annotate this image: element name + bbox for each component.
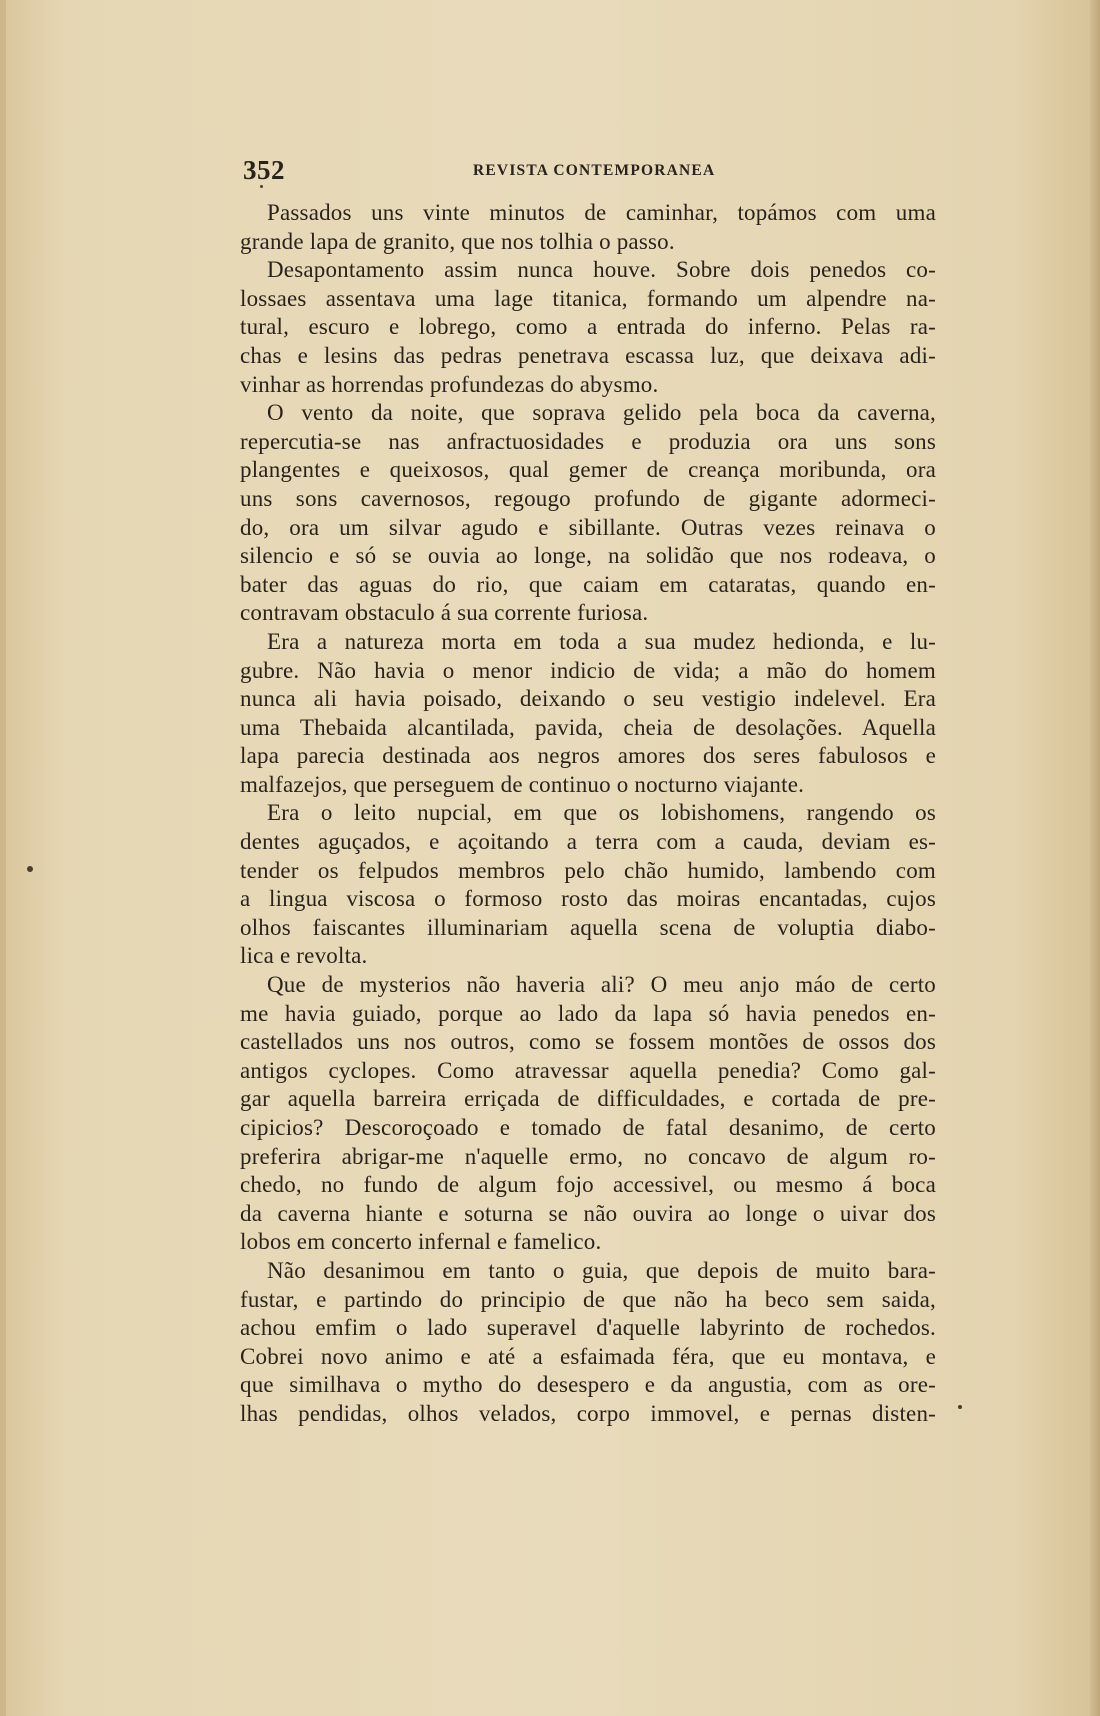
text-line: lossaes assentava uma lage titanica, formando um alpendre na- xyxy=(240,285,936,311)
text-line: castellados uns nos outros, como se fossem montões de ossos dos xyxy=(240,1029,936,1055)
text-line: fustar, e partindo do principio de que não ha beco sem saida, xyxy=(240,1286,936,1312)
page-number: 352 xyxy=(243,155,285,185)
text-line: achou emfim o lado superavel d'aquelle labyrinto de rochedos. xyxy=(240,1315,936,1341)
text-line: chedo, no fundo de algum fojo accessivel, ou mesmo á boca xyxy=(240,1172,936,1198)
text-line: cipicios? Descoroçoado e tomado de fatal desanimo, de certo xyxy=(240,1115,936,1140)
text-line: Era o leito nupcial, em que os lobishomens, rangendo os xyxy=(267,800,936,826)
text-line: me havia guiado, porque ao lado da lapa só havia penedos en- xyxy=(240,1000,936,1026)
text-line: silencio e só se ouvia ao longe, na solidão que nos rodeava, o xyxy=(240,543,936,569)
text-line: antigos cyclopes. Como atravessar aquella penedia? Como gal- xyxy=(240,1057,936,1083)
text-line: olhos faiscantes illuminariam aquella scena de voluptia diabo- xyxy=(240,914,936,940)
text-line: lica e revolta. xyxy=(240,943,368,969)
page-right-edge xyxy=(1090,0,1100,1716)
text-line: bater das aguas do rio, que caiam em cataratas, quando en- xyxy=(240,571,936,597)
page-left-edge xyxy=(0,0,6,1716)
text-line: repercutia-se nas anfractuosidades e produzia ora uns sons xyxy=(240,428,936,454)
text-line: dentes aguçados, e açoitando a terra com a cauda, deviam es- xyxy=(240,829,936,855)
text-line: lhas pendidas, olhos velados, corpo immovel, e pernas disten- xyxy=(240,1400,936,1426)
page-header xyxy=(243,155,915,187)
text-line: Que de mysterios não haveria ali? O meu anjo máo de certo xyxy=(267,972,936,998)
text-line: do, ora um silvar agudo e sibillante. Outras vezes reinava o xyxy=(240,514,936,540)
text-line: preferira abrigar-me n'aquelle ermo, no concavo de algum ro- xyxy=(240,1143,936,1169)
paper-speck xyxy=(260,185,263,188)
text-line: grande lapa de granito, que nos tolhia o passo. xyxy=(240,228,675,254)
text-line: lobos em concerto infernal e famelico. xyxy=(240,1229,602,1255)
text-line: O vento da noite, que soprava gelido pela boca da caverna, xyxy=(267,400,936,426)
text-line: Cobrei novo animo e até a esfaimada féra, que eu montava, e xyxy=(240,1343,936,1369)
running-title: REVISTA CONTEMPORANEA xyxy=(473,162,716,179)
text-line: gar aquella barreira erriçada de difficuldades, e cortada de pre- xyxy=(240,1086,936,1112)
body-text xyxy=(240,199,936,1429)
text-line: chas e lesins das pedras penetrava escassa luz, que deixava adi- xyxy=(240,342,936,368)
text-line: uma Thebaida alcantilada, pavida, cheia de desolações. Aquella xyxy=(240,714,936,740)
text-line: Desapontamento assim nunca houve. Sobre dois penedos co- xyxy=(267,257,936,283)
text-line: uns sons cavernosos, regougo profundo de gigante adormeci- xyxy=(240,485,936,511)
text-line: Era a natureza morta em toda a sua mudez hedionda, e lu- xyxy=(267,628,936,654)
text-line: Não desanimou em tanto o guia, que depois de muito bara- xyxy=(267,1257,936,1283)
text-line: malfazejos, que perseguem de continuo o nocturno viajante. xyxy=(240,771,805,797)
text-line: plangentes e queixosos, qual gemer de creança moribunda, ora xyxy=(240,457,936,483)
text-line: gubre. Não havia o menor indicio de vida; a mão do homem xyxy=(240,657,936,683)
text-line: vinhar as horrendas profundezas do abysmo. xyxy=(240,371,659,397)
text-line: da caverna hiante e soturna se não ouvira ao longe o uivar dos xyxy=(240,1200,936,1226)
text-line: que similhava o mytho do desespero e da angustia, com as ore- xyxy=(240,1372,936,1398)
text-line: Passados uns vinte minutos de caminhar, topámos com uma xyxy=(267,200,936,225)
text-line: tender os felpudos membros pelo chão humido, lambendo com xyxy=(240,857,936,883)
text-line: nunca ali havia poisado, deixando o seu vestigio indelevel. Era xyxy=(240,686,936,712)
text-line: lapa parecia destinada aos negros amores dos seres fabulosos e xyxy=(240,743,936,769)
text-line: a lingua viscosa o formoso rosto das moiras encantadas, cujos xyxy=(240,886,936,912)
paper-speck xyxy=(958,1405,962,1409)
paper-speck xyxy=(27,866,33,872)
text-line: contravam obstaculo á sua corrente furiosa. xyxy=(240,600,649,626)
text-line: tural, escuro e lobrego, como a entrada do inferno. Pelas ra- xyxy=(240,314,936,340)
